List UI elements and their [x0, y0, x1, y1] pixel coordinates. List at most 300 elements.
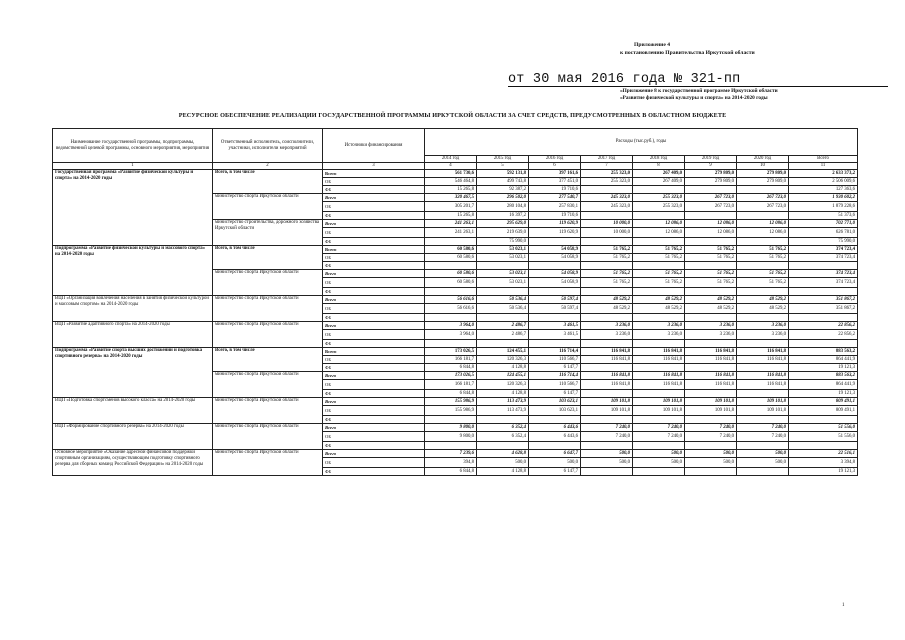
value-cell — [581, 288, 633, 296]
value-cell: 267 409,0 — [633, 178, 685, 186]
value-cell — [633, 364, 685, 372]
source-cell: ФБ — [323, 288, 425, 296]
value-cell: 116 841,8 — [633, 348, 685, 356]
value-cell: 883 563,2 — [789, 372, 858, 380]
document-title: РЕСУРСНОЕ ОБЕСПЕЧЕНИЕ РЕАЛИЗАЦИИ ГОСУДАРСТВЕННОЙ ПРОГРАММЫ ИРКУТСКОЙ ОБЛАСТИ ЗА СЧЕТ СРЕДСТВ, ПРЕДУСМОТРЕННЫХ В ОБЛАСТНОМ БЮДЖЕТЕ — [178, 112, 727, 119]
value-cell: 75 990,0 — [477, 238, 529, 246]
source-cell: ОБ — [323, 406, 425, 416]
executor-cell: Всего, в том числе — [213, 348, 323, 372]
value-cell: 109 101,8 — [581, 398, 633, 406]
program-appendix: «Приложение 8 к государственной программе Иркутской области — [620, 88, 778, 94]
value-cell: 12 086,0 — [737, 228, 789, 238]
source-cell: ФБ — [323, 186, 425, 194]
value-cell — [581, 364, 633, 372]
value-cell: 109 101,8 — [737, 406, 789, 416]
value-cell: 6 147,7 — [529, 364, 581, 372]
table-body — [53, 170, 858, 476]
value-cell: 116 841,8 — [737, 380, 789, 390]
value-cell — [581, 416, 633, 424]
value-cell: 7 240,0 — [633, 432, 685, 442]
value-cell: 109 101,8 — [737, 398, 789, 406]
executor-cell: министерство спорта Иркутской области — [213, 296, 323, 322]
value-cell: 255 323,0 — [581, 178, 633, 186]
program-name-cell: ВЦП «Подготовка спортсменов высокого класса» на 2014-2020 годы — [53, 398, 213, 424]
value-cell — [581, 262, 633, 270]
value-cell — [581, 340, 633, 348]
source-cell: ОБ — [323, 356, 425, 364]
value-cell: 374 723,4 — [789, 278, 858, 288]
col-executor-header: Ответственный исполнитель, соисполнители, участники, исполнители мероприятий — [213, 129, 323, 163]
column-number: 7 — [581, 163, 633, 170]
value-cell — [633, 390, 685, 398]
value-cell: 561 730,6 — [425, 170, 477, 178]
value-cell: 267 723,0 — [685, 194, 737, 202]
value-cell: 48 529,2 — [685, 304, 737, 314]
source-cell: ФБ — [323, 416, 425, 424]
value-cell — [789, 262, 858, 270]
value-cell: 116 841,8 — [633, 380, 685, 390]
value-cell: 48 529,2 — [633, 304, 685, 314]
value-cell: 219 639,0 — [477, 228, 529, 238]
value-cell: 51 765,2 — [581, 254, 633, 262]
value-cell — [529, 416, 581, 424]
value-cell: 48 529,2 — [685, 296, 737, 304]
value-cell: 155 986,9 — [425, 406, 477, 416]
value-cell: 51 765,2 — [737, 270, 789, 278]
value-cell: 116 841,8 — [685, 372, 737, 380]
value-cell: 15 265,8 — [425, 186, 477, 194]
value-cell: 92 387,2 — [477, 186, 529, 194]
value-cell: 500,0 — [737, 458, 789, 468]
value-cell: 7 239,6 — [425, 450, 477, 458]
value-cell: 500,0 — [633, 458, 685, 468]
value-cell: 75 990,0 — [789, 238, 858, 246]
value-cell: 19 710,6 — [529, 186, 581, 194]
value-cell: 7 240,0 — [581, 424, 633, 432]
year-header: 2019 год — [685, 156, 737, 163]
value-cell — [425, 238, 477, 246]
value-cell: 374 723,4 — [789, 270, 858, 278]
source-cell: ОБ — [323, 278, 425, 288]
value-cell: 2 486,7 — [477, 330, 529, 340]
value-cell: 3 461,5 — [529, 330, 581, 340]
value-cell: 883 563,2 — [789, 348, 858, 356]
value-cell: 19 121,3 — [789, 390, 858, 398]
value-cell: 16 397,2 — [477, 212, 529, 220]
source-cell: ФБ — [323, 212, 425, 220]
value-cell — [477, 262, 529, 270]
value-cell — [425, 442, 477, 450]
value-cell: 116 841,8 — [581, 372, 633, 380]
value-cell — [633, 416, 685, 424]
value-cell: 9 800,0 — [425, 424, 477, 432]
value-cell: 6 443,6 — [529, 424, 581, 432]
program-name-cell: ВЦП «Развитие адаптивного спорта» на 2014-2020 годы — [53, 322, 213, 348]
value-cell — [633, 442, 685, 450]
value-cell: 60 580,6 — [425, 270, 477, 278]
value-cell: 377 451,0 — [529, 178, 581, 186]
value-cell: 119 620,9 — [529, 228, 581, 238]
value-cell: 6 352,4 — [477, 432, 529, 442]
value-cell — [477, 314, 529, 322]
value-cell — [685, 186, 737, 194]
value-cell: 4 128,8 — [477, 468, 529, 476]
value-cell: 2 486,7 — [477, 322, 529, 330]
value-cell: 103 623,1 — [529, 398, 581, 406]
value-cell: 51 765,2 — [633, 278, 685, 288]
value-cell — [789, 288, 858, 296]
source-cell: ОБ — [323, 228, 425, 238]
value-cell: 173 026,5 — [425, 372, 477, 380]
value-cell — [581, 468, 633, 476]
value-cell — [685, 364, 737, 372]
value-cell: 374 723,4 — [789, 246, 858, 254]
value-cell: 12 086,0 — [685, 228, 737, 238]
value-cell — [685, 468, 737, 476]
value-cell — [685, 390, 737, 398]
value-cell: 7 240,0 — [685, 432, 737, 442]
source-cell: Всего — [323, 398, 425, 406]
value-cell: 116 714,4 — [529, 372, 581, 380]
column-number: 11 — [789, 163, 858, 170]
value-cell: 19 710,6 — [529, 212, 581, 220]
value-cell: 296 502,0 — [477, 194, 529, 202]
value-cell: 155 986,9 — [425, 398, 477, 406]
value-cell — [737, 416, 789, 424]
value-cell: 113 473,9 — [477, 406, 529, 416]
value-cell: 109 101,8 — [581, 406, 633, 416]
value-cell: 500,0 — [581, 450, 633, 458]
source-cell: ОБ — [323, 330, 425, 340]
value-cell: 51 765,2 — [685, 246, 737, 254]
value-cell — [789, 416, 858, 424]
value-cell: 60 580,6 — [425, 278, 477, 288]
value-cell: 127 363,6 — [789, 186, 858, 194]
value-cell — [737, 468, 789, 476]
value-cell: 48 529,2 — [737, 296, 789, 304]
column-number: 8 — [633, 163, 685, 170]
executor-cell: министерство спорта Иркутской области — [213, 424, 323, 450]
divider — [508, 86, 888, 87]
source-cell: Всего — [323, 348, 425, 356]
value-cell: 22 856,2 — [789, 322, 858, 330]
value-cell: 500,0 — [633, 450, 685, 458]
value-cell: 6 844,8 — [425, 468, 477, 476]
year-header: 2015 год — [477, 156, 529, 163]
value-cell: 499 743,8 — [477, 178, 529, 186]
value-cell — [685, 416, 737, 424]
decree-label: к постановлению Правительства Иркутской области — [620, 49, 755, 56]
value-cell: 255 323,0 — [633, 202, 685, 212]
value-cell: 116 841,8 — [737, 348, 789, 356]
value-cell: 12 086,0 — [633, 220, 685, 228]
value-cell: 110 566,7 — [529, 356, 581, 364]
value-cell: 60 580,6 — [425, 246, 477, 254]
value-cell — [737, 262, 789, 270]
value-cell — [529, 288, 581, 296]
value-cell — [633, 212, 685, 220]
value-cell: 116 841,8 — [685, 380, 737, 390]
source-cell: ФБ — [323, 442, 425, 450]
value-cell: 7 240,0 — [685, 424, 737, 432]
value-cell: 277 540,7 — [529, 194, 581, 202]
value-cell: 245 323,0 — [581, 202, 633, 212]
value-cell: 54 058,9 — [529, 254, 581, 262]
value-cell: 60 580,6 — [425, 254, 477, 262]
value-cell: 394,8 — [425, 458, 477, 468]
value-cell: 4 128,8 — [477, 390, 529, 398]
header-block — [620, 42, 890, 57]
value-cell — [685, 314, 737, 322]
column-numbers-row — [53, 163, 858, 170]
year-header: Всего — [789, 156, 858, 163]
source-cell: Всего — [323, 194, 425, 202]
value-cell: 7 240,0 — [737, 432, 789, 442]
value-cell: 3 964,0 — [425, 330, 477, 340]
value-cell — [789, 442, 858, 450]
column-number: 5 — [477, 163, 529, 170]
value-cell: 166 181,7 — [425, 356, 477, 364]
value-cell: 7 240,0 — [633, 424, 685, 432]
source-cell: ФБ — [323, 468, 425, 476]
source-cell: ФБ — [323, 238, 425, 246]
source-cell: Всего — [323, 170, 425, 178]
value-cell: 48 529,2 — [581, 304, 633, 314]
value-cell: 9 800,0 — [425, 432, 477, 442]
executor-cell: Всего, в том числе — [213, 170, 323, 194]
source-cell: ФБ — [323, 314, 425, 322]
source-cell: ОБ — [323, 432, 425, 442]
source-cell: ФБ — [323, 262, 425, 270]
value-cell: 116 841,8 — [633, 372, 685, 380]
value-cell: 279 809,0 — [685, 178, 737, 186]
column-number: 2 — [213, 163, 323, 170]
value-cell — [633, 238, 685, 246]
executor-cell: министерство спорта Иркутской области — [213, 398, 323, 424]
value-cell: 4 128,8 — [477, 364, 529, 372]
value-cell: 3 394,8 — [789, 458, 858, 468]
executor-cell: министерство спорта Иркутской области — [213, 322, 323, 348]
value-cell: 257 830,1 — [529, 202, 581, 212]
value-cell — [789, 340, 858, 348]
column-number: 3 — [323, 163, 425, 170]
value-cell: 500,0 — [685, 450, 737, 458]
value-cell: 267 723,0 — [737, 202, 789, 212]
value-cell: 546 464,8 — [425, 178, 477, 186]
value-cell: 51 765,2 — [633, 246, 685, 254]
program-name-cell: Подпрограмма «Развитие спорта высших достижений и подготовка спортивного резерва» на 2014-2020 годы — [53, 348, 213, 398]
value-cell: 116 841,8 — [581, 348, 633, 356]
year-header: 2014 год — [425, 156, 477, 163]
source-cell: ФБ — [323, 340, 425, 348]
value-cell: 116 841,8 — [685, 356, 737, 364]
value-cell: 280 104,8 — [477, 202, 529, 212]
table-row — [53, 424, 858, 432]
program-name: «Развитие физической культуры и спорта» на 2014-2020 годы — [620, 95, 768, 101]
value-cell: 279 809,0 — [685, 170, 737, 178]
value-cell: 50 597,4 — [529, 304, 581, 314]
value-cell: 53 023,1 — [477, 270, 529, 278]
value-cell: 51 765,2 — [737, 246, 789, 254]
value-cell: 7 240,0 — [581, 432, 633, 442]
value-cell: 864 441,9 — [789, 356, 858, 364]
page-number: 1 — [842, 603, 845, 608]
value-cell: 109 101,8 — [633, 398, 685, 406]
value-cell — [581, 238, 633, 246]
value-cell: 374 723,4 — [789, 254, 858, 262]
value-cell: 626 781,0 — [789, 228, 858, 238]
value-cell: 6 443,6 — [529, 432, 581, 442]
table-row — [53, 450, 858, 458]
value-cell: 166 181,7 — [425, 380, 477, 390]
value-cell: 120 326,3 — [477, 380, 529, 390]
value-cell — [581, 314, 633, 322]
value-cell — [737, 186, 789, 194]
value-cell: 116 841,8 — [737, 372, 789, 380]
executor-cell: Всего, в том числе — [213, 246, 323, 270]
value-cell — [737, 364, 789, 372]
value-cell: 3 461,5 — [529, 322, 581, 330]
program-name-cell: Государственная программа «Развитие физической культуры и спорта» на 2014-2020 годы — [53, 170, 213, 246]
value-cell: 12 086,0 — [737, 220, 789, 228]
source-cell: Всего — [323, 246, 425, 254]
value-cell: 500,0 — [529, 458, 581, 468]
value-cell: 2 506 009,6 — [789, 178, 858, 186]
source-cell: Всего — [323, 450, 425, 458]
value-cell: 116 841,8 — [685, 348, 737, 356]
value-cell: 10 000,0 — [581, 228, 633, 238]
value-cell — [685, 262, 737, 270]
value-cell: 109 101,8 — [685, 406, 737, 416]
value-cell: 3 236,0 — [581, 330, 633, 340]
value-cell: 51 765,2 — [581, 270, 633, 278]
value-cell — [633, 288, 685, 296]
value-cell: 50 597,4 — [529, 296, 581, 304]
value-cell: 500,0 — [477, 458, 529, 468]
value-cell: 119 620,9 — [529, 220, 581, 228]
source-cell: Всего — [323, 270, 425, 278]
value-cell — [581, 442, 633, 450]
value-cell: 22 856,2 — [789, 330, 858, 340]
value-cell: 3 236,0 — [633, 322, 685, 330]
value-cell: 120 326,3 — [477, 356, 529, 364]
value-cell — [529, 340, 581, 348]
value-cell — [633, 468, 685, 476]
value-cell: 500,0 — [685, 458, 737, 468]
value-cell — [789, 314, 858, 322]
value-cell — [529, 314, 581, 322]
value-cell: 51 765,2 — [685, 278, 737, 288]
value-cell: 279 809,0 — [737, 170, 789, 178]
table-row — [53, 398, 858, 406]
appendix-label: Приложение 4 — [634, 42, 671, 48]
value-cell: 3 236,0 — [633, 330, 685, 340]
value-cell — [477, 340, 529, 348]
value-cell — [633, 186, 685, 194]
value-cell: 124 455,1 — [477, 348, 529, 356]
value-cell: 56 616,6 — [425, 304, 477, 314]
value-cell — [425, 262, 477, 270]
value-cell: 48 529,2 — [581, 296, 633, 304]
value-cell: 3 236,0 — [737, 330, 789, 340]
value-cell: 109 101,8 — [633, 406, 685, 416]
year-header: 2020 год — [737, 156, 789, 163]
value-cell: 48 529,2 — [633, 296, 685, 304]
value-cell: 48 529,2 — [737, 304, 789, 314]
value-cell: 19 121,3 — [789, 364, 858, 372]
value-cell: 1 879 228,6 — [789, 202, 858, 212]
value-cell: 1 930 602,2 — [789, 194, 858, 202]
value-cell — [581, 390, 633, 398]
value-cell: 241 263,1 — [425, 220, 477, 228]
value-cell: 53 023,1 — [477, 246, 529, 254]
value-cell: 113 473,9 — [477, 398, 529, 406]
value-cell: 241 263,1 — [425, 228, 477, 238]
value-cell: 351 867,2 — [789, 296, 858, 304]
value-cell: 116 841,8 — [737, 356, 789, 364]
source-cell: Всего — [323, 220, 425, 228]
col-name-header: Наименование государственной программы, подпрограммы, ведомственной целевой программы, основного мероприятия, мероприятия — [53, 129, 213, 163]
value-cell: 12 086,0 — [633, 228, 685, 238]
value-cell: 12 086,0 — [685, 220, 737, 228]
source-cell: ОБ — [323, 202, 425, 212]
value-cell — [737, 314, 789, 322]
table-row — [53, 246, 858, 254]
value-cell — [737, 390, 789, 398]
source-cell: Всего — [323, 322, 425, 330]
table-row — [53, 322, 858, 330]
value-cell: 50 536,4 — [477, 296, 529, 304]
value-cell: 109 101,8 — [685, 398, 737, 406]
value-cell — [633, 262, 685, 270]
source-cell: ОБ — [323, 178, 425, 186]
value-cell — [529, 238, 581, 246]
value-cell: 51 765,2 — [737, 254, 789, 262]
value-cell: 245 323,0 — [581, 194, 633, 202]
value-cell: 51 765,2 — [685, 254, 737, 262]
value-cell: 56 616,6 — [425, 296, 477, 304]
value-cell: 51 765,2 — [633, 254, 685, 262]
value-cell: 809 491,1 — [789, 406, 858, 416]
executor-cell: министерство спорта Иркутской области — [213, 270, 323, 296]
value-cell: 500,0 — [581, 458, 633, 468]
value-cell — [685, 340, 737, 348]
value-cell: 267 409,0 — [633, 170, 685, 178]
value-cell: 116 841,8 — [581, 356, 633, 364]
value-cell: 54 058,9 — [529, 270, 581, 278]
value-cell: 22 516,1 — [789, 450, 858, 458]
program-name-cell: ВЦП «Организация вовлечения населения в занятия физической культурой и массовым спортом» на 2014-2020 годы — [53, 296, 213, 322]
resource-table — [52, 128, 858, 476]
value-cell: 53 023,1 — [477, 254, 529, 262]
value-cell: 51 556,0 — [789, 424, 858, 432]
value-cell — [737, 442, 789, 450]
value-cell: 7 240,0 — [737, 424, 789, 432]
value-cell: 267 723,0 — [737, 194, 789, 202]
value-cell: 320 467,5 — [425, 194, 477, 202]
value-cell — [685, 288, 737, 296]
value-cell: 6 844,8 — [425, 390, 477, 398]
executor-cell: министерство спорта Иркутской области — [213, 194, 323, 220]
value-cell: 809 491,1 — [789, 398, 858, 406]
value-cell: 103 623,1 — [529, 406, 581, 416]
value-cell: 6 647,7 — [529, 450, 581, 458]
column-number: 10 — [737, 163, 789, 170]
value-cell: 397 161,6 — [529, 170, 581, 178]
source-cell: ОБ — [323, 380, 425, 390]
value-cell: 255 323,0 — [633, 194, 685, 202]
value-cell: 3 236,0 — [737, 322, 789, 330]
